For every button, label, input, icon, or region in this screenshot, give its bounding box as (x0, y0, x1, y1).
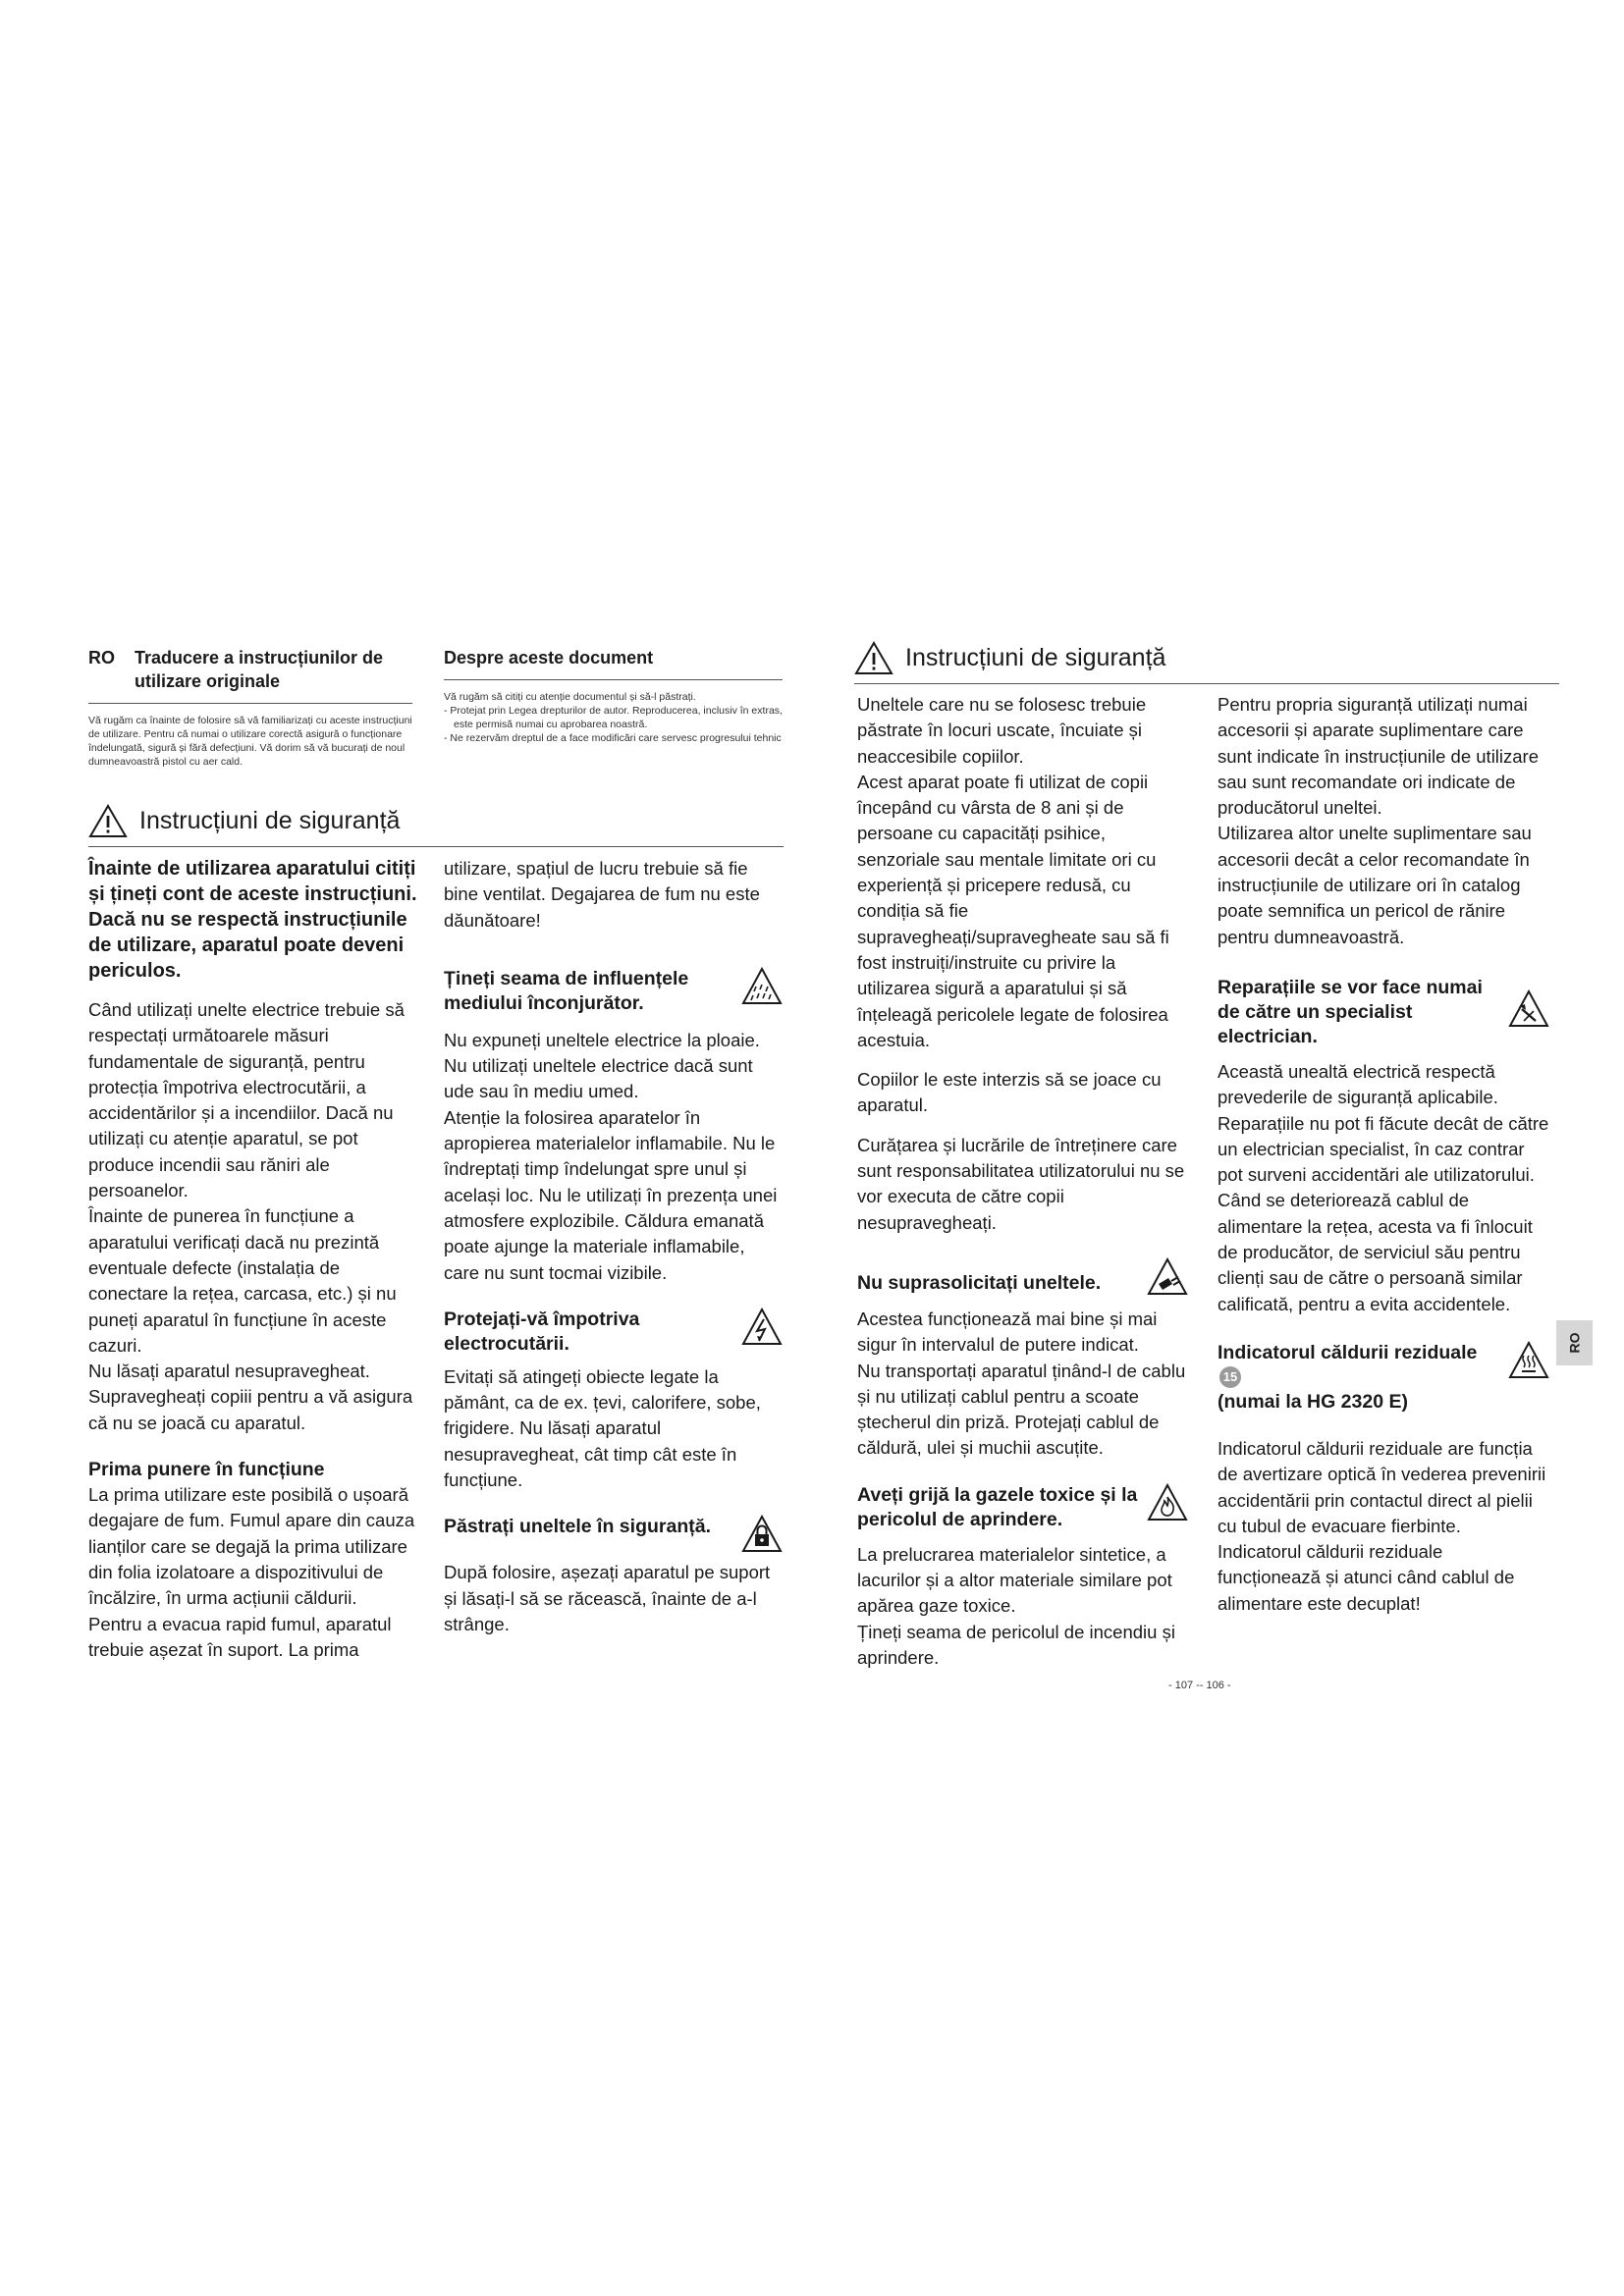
language-code: RO (1566, 1332, 1583, 1354)
electric-shock-icon (741, 1308, 783, 1347)
about-item: - Ne rezervăm dreptul de a face modificări care servesc progresului tehnic (444, 732, 782, 744)
divider (444, 679, 783, 680)
paragraph: Pentru propria siguranță utilizați numai accesorii și aparate suplimentare care sunt indicate în instrucțiunile de utilizare sau sunt recomandate ori indicate de producătorul uneltei. (1218, 694, 1540, 819)
subsection-title: Nu suprasolicitați uneltele. (857, 1271, 1102, 1294)
subsection-overload (857, 1257, 1188, 1297)
paragraph: Acestea funcționează mai bine și mai sigur în intervalul de putere indicat. (857, 1308, 1158, 1356)
divider (88, 703, 412, 704)
paragraph: Nu expuneți uneltele electrice la ploaie. Nu utilizați uneltele electrice dacă sunt ude sau în mediu umed. (444, 1029, 760, 1102)
subsection-title: Reparațiile se vor face numai de către un specialist electrician. (1218, 976, 1483, 1047)
right-column-2 (1218, 692, 1549, 1617)
right-column-1 (857, 692, 1188, 1671)
section-title (854, 640, 1559, 675)
paragraph: Pentru a evacua rapid fumul, aparatul trebuie așezat în suport. La prima (88, 1613, 392, 1660)
hot-surface-icon (1508, 1341, 1549, 1380)
paragraph: Acest aparat poate fi utilizat de copii începând cu vârsta de 8 ani și de persoane cu capacități psihice, senzoriale sau mentale limitate ori cu experiență și pricepere redusă, cu condiția să fie supravegheați/supravegheate sau să fi fost instruiți/instruite cu privire la utilizarea sigură a aparatului și să înțeleagă pericolele legate de folosirea acestuia. (857, 771, 1169, 1050)
translation-text: Vă rugăm ca înainte de folosire să vă familiarizați cu aceste instrucțiuni de utilizare. Pentru că numai o utilizare corectă asigură o funcționare îndelungată, sigură și fără defecțiuni. Vă dorim să vă bucurați de noul dumneavoastră pistol cu aer cald. (88, 715, 412, 768)
paragraph: Atenție la folosirea aparatelor în apropierea materialelor inflamabile. Nu le îndreptați timp îndelungat spre unul și același loc. Nu le utilizați în prezența unei atmosfere explozibile. Căldura emanată poate ajunge la materiale inflamabile, care nu sunt tocmai vizibile. (444, 1106, 778, 1283)
about-list (444, 704, 783, 745)
subsection-residual-heat (1218, 1341, 1549, 1415)
warning-triangle-icon (854, 640, 893, 675)
section-title (88, 803, 784, 838)
paragraph: Această unealtă electrică respectă prevederile de siguranță aplicabile. Reparațiile nu pot fi făcute decât de către un electrician specialist, în caz contrar pot surveni accidentări ale utilizatorului. Când se deteriorează cablul de alimentare la rețea, acesta va fi înlocuit de producător, de serviciul său pentru clienți sau de către o persoană similar calificată, pentru a evita accidentele. (1218, 1060, 1549, 1314)
paragraph: Țineți seama de pericolul de incendiu și aprindere. (857, 1621, 1175, 1668)
left-column-2 (444, 856, 783, 1637)
subsection-environment (444, 967, 783, 1016)
paragraph: La prelucrarea materialelor sintetice, a lacurilor și a altor materiale similare pot apărea gaze toxice. (857, 1543, 1172, 1617)
paragraph: Nu transportați aparatul ținând-l de cablu și nu utilizați cablul pentru a scoate ștecherul din priză. Protejați cablul de căldură, ulei și muchii ascuțite. (857, 1360, 1186, 1459)
left-column-1 (88, 856, 420, 1663)
warning-triangle-icon (88, 803, 128, 838)
paragraph: utilizare, spațiul de lucru trebuie să fie bine ventilat. Degajarea de fum nu este dăunătoare! (444, 858, 760, 931)
paragraph: Copiilor le este interzis să se joace cu aparatul. (857, 1069, 1162, 1116)
fire-hazard-icon (1147, 1483, 1188, 1522)
paragraph: Curățarea și lucrările de întreținere care sunt responsabilitatea utilizatorului nu se vor executa de către copii nesupravegheați. (857, 1134, 1185, 1233)
subsection-title: Protejați-vă împotriva electrocutării. (444, 1308, 640, 1355)
translation-block (88, 646, 412, 769)
safety-section-header-right (854, 640, 1559, 684)
figure-badge: 15 (1219, 1366, 1241, 1388)
repair-tool-icon (1508, 989, 1549, 1029)
subsection-title: Prima punere în funcțiune (88, 1459, 325, 1481)
subsection-title (1218, 1341, 1500, 1415)
subsection-store-safely (444, 1515, 783, 1554)
paragraph: Nu lăsați aparatul nesupravegheat. Supravegheați copiii pentru a vă asigura că nu se joacă cu aparatul. (88, 1361, 413, 1433)
paragraph: Uneltele care nu se folosesc trebuie păstrate în locuri uscate, încuiate și neaccesibile copiilor. (857, 694, 1147, 767)
paragraph: Indicatorul căldurii reziduale are funcția de avertizare optică în vederea prevenirii accidentării prin contactul direct al pielii cu tubul de evacuare fierbinte. Indicatorul căldurii reziduale funcționează și atunci când cablul de alimentare este decuplat! (1218, 1437, 1546, 1614)
about-item: - Protejat prin Legea drepturilor de autor. Reproducerea, inclusiv în extras, este permisă numai cu aprobarea noastră. (444, 705, 783, 730)
residual-title: Indicatorul căldurii reziduale (1218, 1341, 1478, 1363)
paragraph: Când utilizați unelte electrice trebuie să respectați următoarele măsuri fundamentale de siguranță, pentru protecția împotriva electrocutării, a accidentărilor și a incendiilor. Dacă nu utilizați cu atenție aparatul, se pot produce incendii sau răniri ale persoanelor. (88, 999, 405, 1201)
subsection-title: Aveți grijă la gazele toxice și la pericolul de aprindere. (857, 1483, 1138, 1530)
page-numbers: - 107 -- 106 - (1168, 1680, 1231, 1691)
subsection-title: Țineți seama de influențele mediului înconjurător. (444, 967, 689, 1014)
safety-section-header-left (88, 803, 784, 847)
translation-title: Traducere a instrucțiunilor de utilizare originale (135, 648, 384, 691)
paragraph: La prima utilizare este posibilă o ușoară degajare de fum. Fumul apare din cauza lianților care se degajă la prima utilizare din folia izolatoare a dispozitivului de încălzire, în urma acțiunii căldurii. (88, 1484, 415, 1609)
divider (88, 846, 784, 847)
about-heading: Despre aceste document (444, 648, 654, 667)
translation-heading (88, 646, 412, 693)
section-title-text: Instrucțiuni de siguranță (905, 644, 1166, 671)
paragraph: Înainte de punerea în funcțiune a aparatului verificați dacă nu prezintă eventuale defecte (instalația de conectare la rețea, carcasa, etc.) și nu puneți aparatul în funcțiune în aceste cazuri. (88, 1205, 397, 1356)
overload-plug-icon (1147, 1257, 1188, 1297)
divider (854, 683, 1559, 684)
paragraph: După folosire, așezați aparatul pe suport și lăsați-l să se răcească, înainte de a-l strânge. (444, 1562, 771, 1634)
residual-title-model: (numai la HG 2320 E) (1218, 1390, 1408, 1413)
section-title-text: Instrucțiuni de siguranță (139, 807, 401, 834)
subsection-toxic-gas (857, 1483, 1188, 1532)
paragraph: Evitați să atingeți obiecte legate la pământ, ca de ex. țevi, calorifere, sobe, frigidere. Nu lăsați aparatul nesupravegheat, cât timp cât este în funcțiune. (444, 1365, 761, 1491)
about-intro: Vă rugăm să citiți cu atenție documentul și să-l păstrați. (444, 691, 696, 703)
subsection-title: Păstrați uneltele în siguranță. (444, 1516, 711, 1538)
rain-warning-icon (741, 967, 783, 1006)
language-side-tab (1556, 1320, 1593, 1365)
translation-prefix: RO (88, 648, 115, 667)
about-block (444, 646, 783, 745)
subsection-repair (1218, 976, 1549, 1049)
intro-warning: Înainte de utilizarea aparatului citiți și țineți cont de aceste instrucțiuni. Dacă nu se respectă instrucțiunile de utilizare, aparatul poate deveni periculos. (88, 858, 417, 982)
subsection-electric-shock (444, 1308, 783, 1357)
paragraph: Utilizarea altor unelte suplimentare sau accesorii decât a celor recomandate în instrucțiunile de utilizare ori în catalog poate semnifica un pericol de rănire pentru dumneavoastră. (1218, 823, 1532, 947)
lock-warning-icon (741, 1515, 783, 1554)
